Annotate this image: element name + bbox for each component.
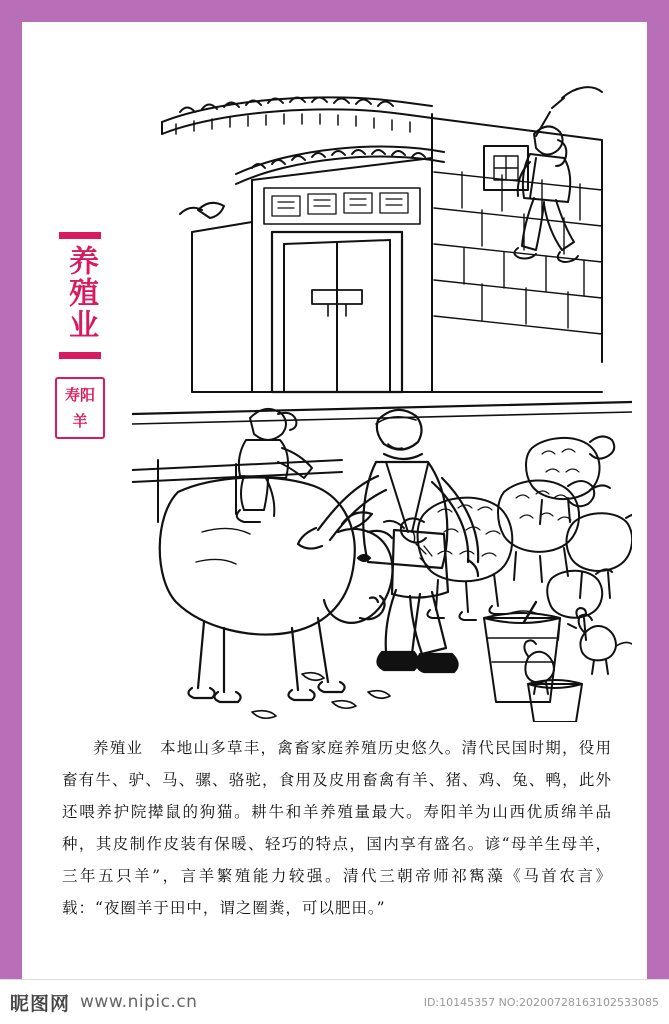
footer-watermark-bar <box>0 979 669 1024</box>
title-rule-top <box>59 232 101 239</box>
seal-line-2: 羊 <box>72 412 88 430</box>
title-rule-bottom <box>59 352 101 359</box>
page-title: 养殖业 <box>63 245 98 341</box>
seal-stamp <box>55 377 105 439</box>
poster-content <box>22 22 647 1002</box>
vertical-title-block <box>50 232 110 439</box>
seal-line-1: 寿阳 <box>64 386 95 404</box>
illustration <box>132 62 632 722</box>
article-paragraph: 养殖业 本地山多草丰，禽畜家庭养殖历史悠久。清代民国时期，役用畜有牛、驴、马、骡、骆驼，食用及皮用畜禽有羊、猪、鸡、兔、鸭，此外还喂养护院撵鼠的狗猫。耕牛和羊养殖量最大。寿阳羊为山西优质绵羊品种，其皮制作皮装有保暖、轻巧的特点，国内享有盛名。谚“母羊生母羊，三年五只羊”，言羊繁殖能力较强。清代三朝帝师祁寯藻《马首农言》载：“夜圈羊于田中，谓之圈粪，可以肥田。” <box>62 739 612 917</box>
site-url: www.nipic.cn <box>80 992 198 1012</box>
image-id-meta: ID:10145357 NO:20200728163102533085 <box>423 995 659 1009</box>
article-body <box>62 732 612 924</box>
site-logo: 昵图网 <box>10 992 71 1015</box>
